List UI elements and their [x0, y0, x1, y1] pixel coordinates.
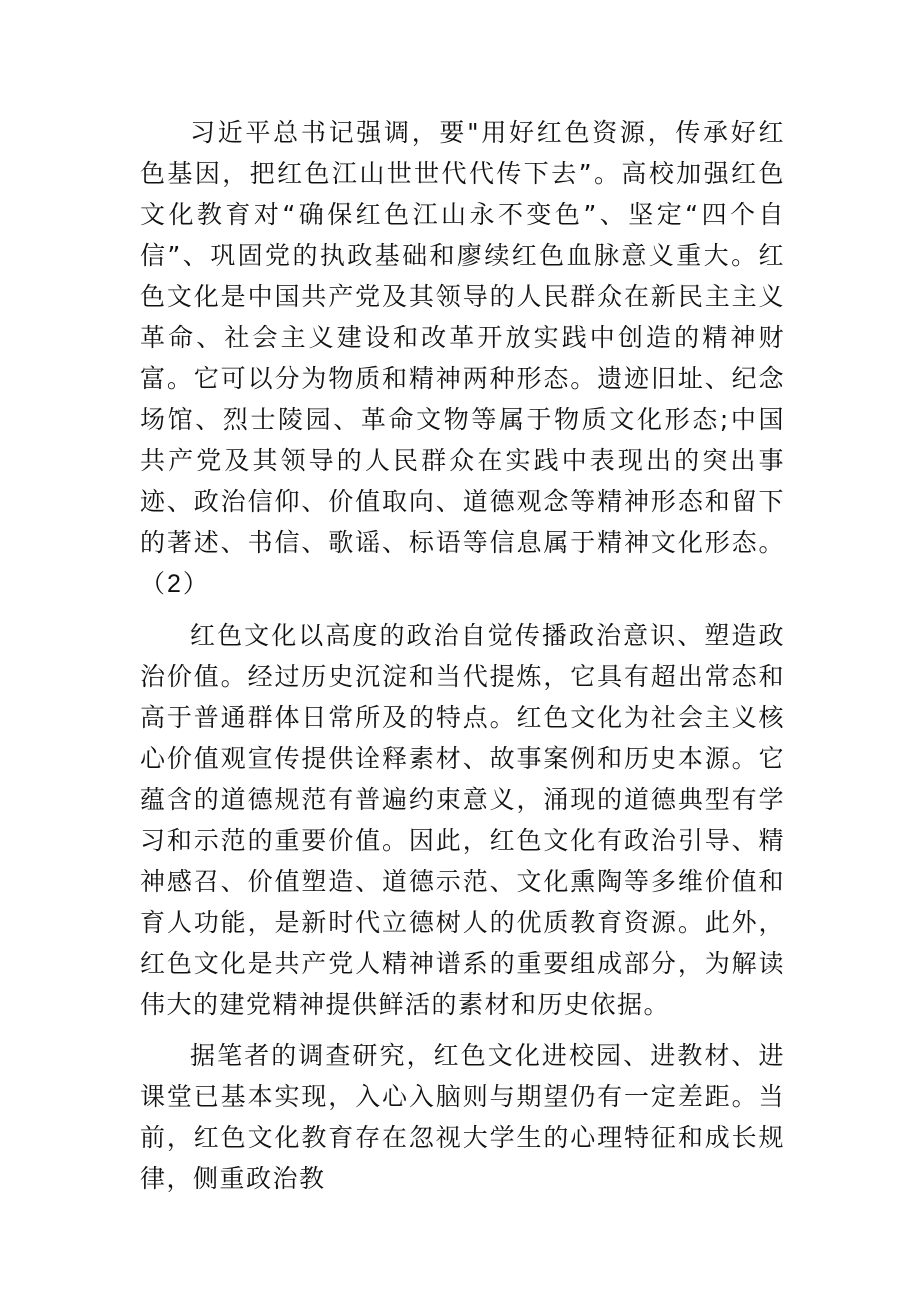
paragraph-political-value	[140, 615, 785, 1025]
paragraph-text: 红色文化以高度的政治自觉传播政治意识、塑造政治价值。经过历史沉淀和当代提炼，它具有超出常态和高于普通群体日常所及的特点。红色文化为社会主义核心价值观宣传提供诠释素材、故事案例和历史本源。它蕴含的道德规范有普遍约束意义，涌现的道德典型有学习和示范的重要价值。因此，红色文化有政治引导、精神感召、价值塑造、道德示范、文化熏陶等多维价值和育人功能，是新时代立德树人的优质教育资源。此外，红色文化是共产党人精神谱系的重要组成部分，为解读伟大的建党精神提供鲜活的素材和历史依据。	[140, 621, 785, 1019]
citation-marker: （2）	[140, 570, 210, 598]
paragraph-text: 据笔者的调查研究，红色文化进校园、进教材、进课堂已基本实现，入心入脑则与期望仍有一定差距。当前，红色文化教育存在忽视大学生的心理特征和成长规律，侧重政治教	[140, 1041, 785, 1193]
paragraph-text: 习近平总书记强调，要"用好红色资源，传承好红色基因，把红色江山世世代代传下去”。高校加强红色文化教育对“确保红色江山永不变色”、坚定“四个自信”、巩固党的执政基础和廖续红色血脉意义重大。红色文化是中国共产党及其领导的人民群众在新民主主义革命、社会主义建设和改革开放实践中创造的精神财富。它可以分为物质和精神两种形态。遗迹旧址、纪念场馆、烈士陵园、革命文物等属于物质文化形态;中国共产党及其领导的人民群众在实践中表现出的突出事迹、政治信仰、价值取向、道德观念等精神形态和留下的著述、书信、歌谣、标语等信息属于精神文化形态。	[140, 118, 785, 557]
paragraph-survey	[140, 1035, 785, 1199]
paragraph-red-resources	[140, 112, 785, 605]
document-page	[140, 112, 785, 1199]
